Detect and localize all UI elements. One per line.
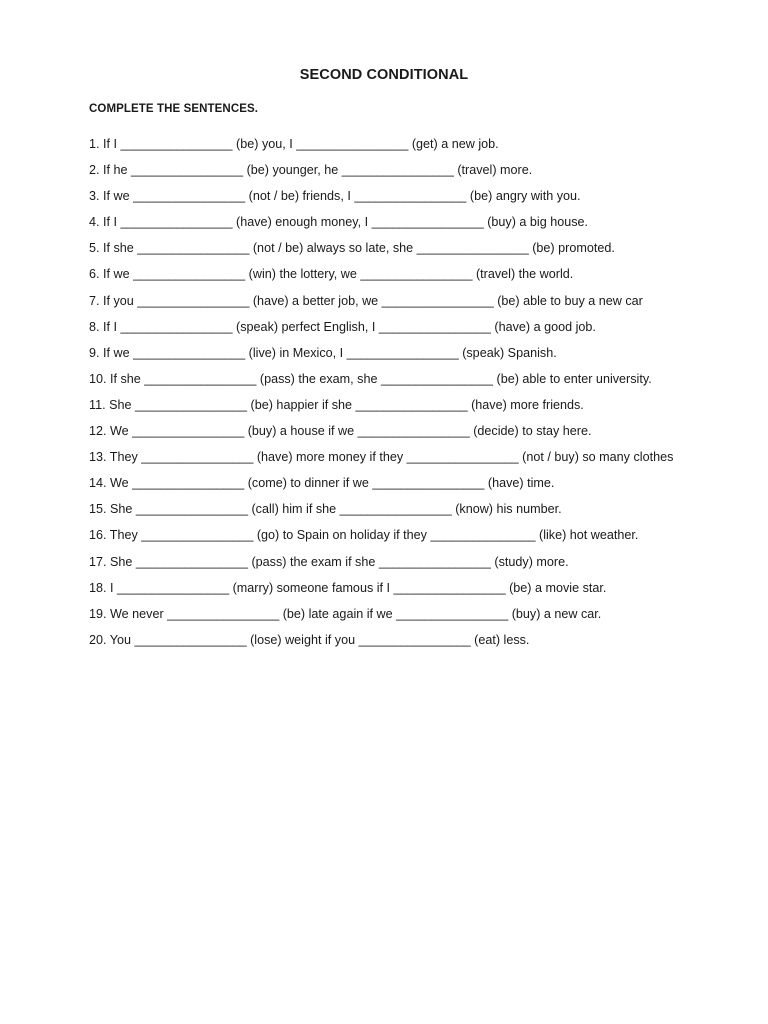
exercise-item: 9. If we ________________ (live) in Mexico, I ________________ (speak) Spanish. [89, 345, 557, 360]
exercise-item: 7. If you ________________ (have) a better job, we ________________ (be) able to buy a new car [89, 293, 643, 308]
instructions-heading: COMPLETE THE SENTENCES. [89, 103, 259, 115]
exercise-item: 14. We ________________ (come) to dinner if we ________________ (have) time. [89, 476, 555, 491]
exercise-item: 4. If I ________________ (have) enough money, I ________________ (buy) a big house. [89, 215, 589, 230]
exercise-item: 15. She ________________ (call) him if she ________________ (know) his number. [89, 502, 562, 517]
exercise-item: 11. She ________________ (be) happier if she ________________ (have) more friends. [89, 397, 584, 412]
exercise-item: 5. If she ________________ (not / be) always so late, she ________________ (be) promoted. [89, 241, 615, 256]
exercise-item: 1. If I ________________ (be) you, I ________________ (get) a new job. [89, 137, 499, 151]
exercise-item: 20. You ________________ (lose) weight if you ________________ (eat) less. [89, 632, 530, 647]
document-title: SECOND CONDITIONAL [299, 67, 469, 83]
exercise-item: 19. We never ________________ (be) late again if we ________________ (buy) a new car. [89, 606, 602, 621]
exercise-item: 16. They ________________ (go) to Spain on holiday if they _______________ (like) hot weather. [89, 528, 639, 543]
exercise-list [89, 136, 673, 658]
exercise-item: 6. If we ________________ (win) the lottery, we ________________ (travel) the world. [89, 267, 574, 282]
exercise-item: 17. She ________________ (pass) the exam if she ________________ (study) more. [89, 554, 569, 569]
exercise-item: 18. I ________________ (marry) someone famous if I ________________ (be) a movie star. [89, 580, 607, 595]
exercise-item: 2. If he ________________ (be) younger, he ________________ (travel) more. [89, 163, 533, 178]
exercise-item: 10. If she ________________ (pass) the exam, she ________________ (be) able to enter university. [89, 371, 652, 386]
exercise-item: 13. They ________________ (have) more money if they ________________ (not / buy) so many clothes [89, 450, 674, 465]
exercise-item: 8. If I ________________ (speak) perfect English, I ________________ (have) a good job. [89, 319, 596, 334]
exercise-item: 3. If we ________________ (not / be) friends, I ________________ (be) angry with you. [89, 189, 581, 204]
exercise-item: 12. We ________________ (buy) a house if we ________________ (decide) to stay here. [89, 424, 592, 439]
